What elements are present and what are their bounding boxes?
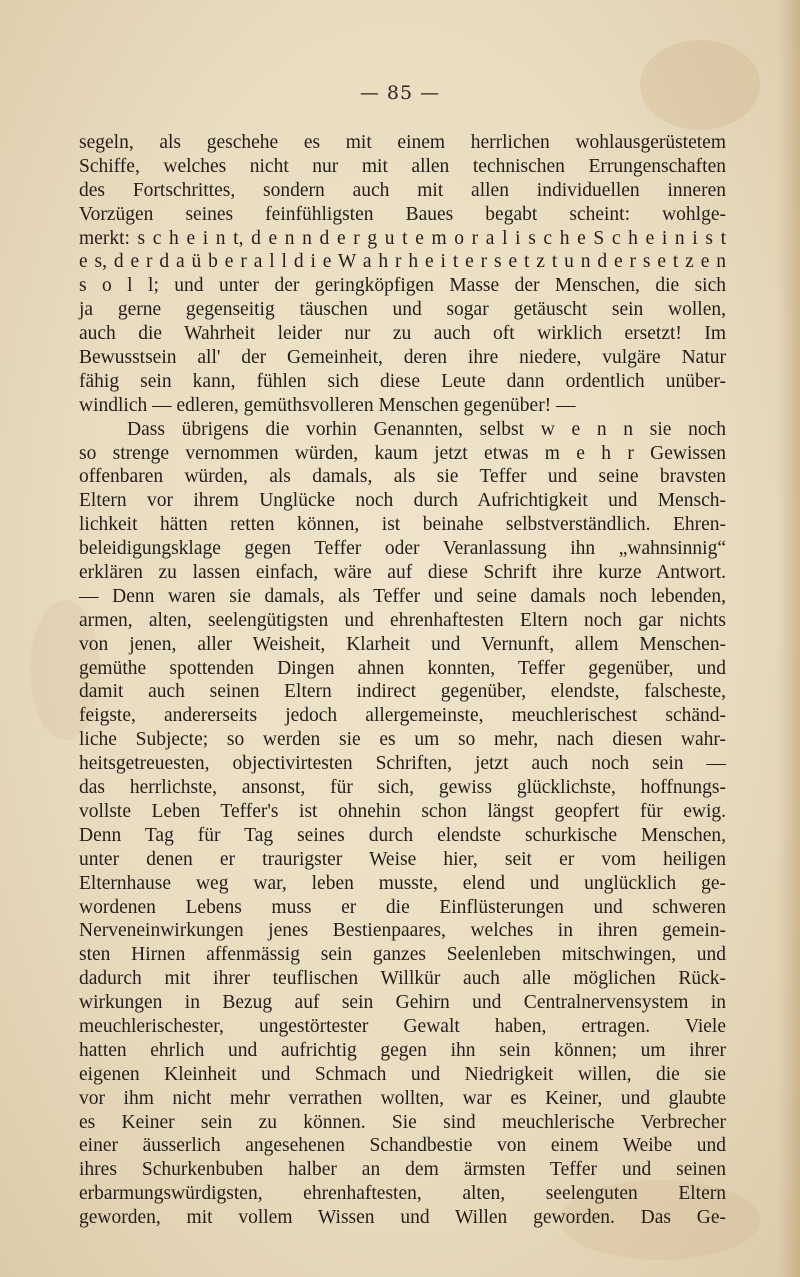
text-line: Bewusstsein all' der Gemeinheit, deren ihre niedere, vulgäre Natur: [79, 347, 726, 369]
text-line: — Denn waren sie damals, als Teffer und seine damals noch lebenden,: [79, 585, 726, 607]
text-line: merkt: s c h e i n t, d e n n d e r g u t e m o r a l i s c h e S c h e i n i s t: [79, 227, 726, 249]
text-line: liche Subjecte; so werden sie es um so mehr, nach diesen wahr-: [79, 729, 726, 751]
text-line: Nerveneinwirkungen jenes Bestienpaares, welches in ihren gemein-: [79, 920, 726, 942]
text-line: dadurch mit ihrer teuflischen Willkür auch alle möglichen Rück-: [79, 968, 726, 990]
text-line: hatten ehrlich und aufrichtig gegen ihn sein können; um ihrer: [79, 1039, 726, 1061]
text-line: meuchlerischester, ungestörtester Gewalt haben, ertragen. Viele: [79, 1015, 726, 1037]
text-line: gemüthe spottenden Dingen ahnen konnten, Teffer gegenüber, und: [79, 657, 726, 679]
text-line: armen, alten, seelengütigsten und ehrenhaftesten Eltern noch gar nichts: [79, 609, 726, 631]
text-line: vor ihm nicht mehr verrathen wollten, war es Keiner, und glaubte: [79, 1087, 726, 1109]
text-line: s o l l; und unter der geringköpfigen Masse der Menschen, die sich: [79, 275, 726, 297]
text-line: einer äusserlich angesehenen Schandbestie von einem Weibe und: [79, 1135, 726, 1157]
text-line: wirkungen in Bezug auf sein Gehirn und Centralnervensystem in: [79, 992, 726, 1014]
text-line: so strenge vernommen würden, kaum jetzt etwas m e h r Gewissen: [79, 442, 726, 464]
text-line: offenbaren würden, als damals, als sie Teffer und seine bravsten: [79, 466, 726, 488]
text-line: eigenen Kleinheit und Schmach und Niedrigkeit willen, die sie: [79, 1063, 726, 1085]
text-line: erbarmungswürdigsten, ehrenhaftesten, alten, seelenguten Eltern: [79, 1183, 726, 1205]
text-line: e s, d e r d a ü b e r a l l d i e W a h r h e i t e r s e t z t u n d e r s e t z e n: [79, 251, 726, 273]
text-line: beleidigungsklage gegen Teffer oder Veranlassung ihn „wahnsinnig“: [79, 538, 726, 560]
text-line: erklären zu lassen einfach, wäre auf diese Schrift ihre kurze Antwort.: [79, 562, 726, 584]
text-line: es Keiner sein zu können. Sie sind meuchlerische Verbrecher: [79, 1111, 726, 1133]
text-line: von jenen, aller Weisheit, Klarheit und Vernunft, allem Menschen-: [79, 633, 726, 655]
body-text: [79, 131, 726, 1230]
text-line: windlich — edleren, gemüthsvolleren Menschen gegenüber! —: [79, 394, 576, 416]
text-line: lichkeit hätten retten können, ist beinahe selbstverständlich. Ehren-: [79, 514, 726, 536]
text-line: unter denen er traurigster Weise hier, seit er vom heiligen: [79, 848, 726, 870]
text-line: Vorzügen seines feinfühligsten Baues begabt scheint: wohlge-: [79, 203, 726, 225]
text-line: feigste, andererseits jedoch allergemeinste, meuchlerischest schänd-: [79, 705, 726, 727]
text-line: Schiffe, welches nicht nur mit allen technischen Errungenschaften: [79, 155, 726, 177]
text-line: heitsgetreuesten, objectivirtesten Schriften, jetzt auch noch sein —: [79, 753, 726, 775]
page-number: — 85 —: [359, 82, 441, 104]
text-line: ihres Schurkenbuben halber an dem ärmsten Teffer und seinen: [79, 1159, 726, 1181]
text-line: Eltern vor ihrem Unglücke noch durch Aufrichtigkeit und Mensch-: [79, 490, 726, 512]
text-line: das herrlichste, ansonst, für sich, gewiss glücklichste, hoffnungs-: [79, 777, 726, 799]
text-line: ja gerne gegenseitig täuschen und sogar getäuscht sein wollen,: [79, 299, 726, 321]
text-line: vollste Leben Teffer's ist ohnehin schon längst geopfert für ewig.: [79, 800, 726, 822]
text-line: wordenen Lebens muss er die Einflüsterungen und schweren: [79, 896, 726, 918]
text-line: segeln, als geschehe es mit einem herrlichen wohlausgerüstetem: [79, 132, 726, 153]
text-line: Elternhause weg war, leben musste, elend und unglücklich ge-: [79, 872, 726, 894]
text-line: fähig sein kann, fühlen sich diese Leute dann ordentlich unüber-: [79, 370, 726, 392]
text-line: des Fortschrittes, sondern auch mit allen individuellen inneren: [79, 179, 726, 201]
text-line: Dass übrigens die vorhin Genannten, selbst w e n n sie noch: [127, 418, 726, 440]
text-line: auch die Wahrheit leider nur zu auch oft wirklich ersetzt! Im: [79, 323, 726, 345]
text-line: geworden, mit vollem Wissen und Willen geworden. Das Ge-: [79, 1207, 726, 1229]
page-edge-shadow: [778, 0, 800, 1277]
text-line: sten Hirnen affenmässig sein ganzes Seelenleben mitschwingen, und: [79, 944, 726, 966]
text-line: damit auch seinen Eltern indirect gegenüber, elendste, falscheste,: [79, 681, 726, 703]
text-line: Denn Tag für Tag seines durch elendste schurkische Menschen,: [79, 824, 726, 846]
